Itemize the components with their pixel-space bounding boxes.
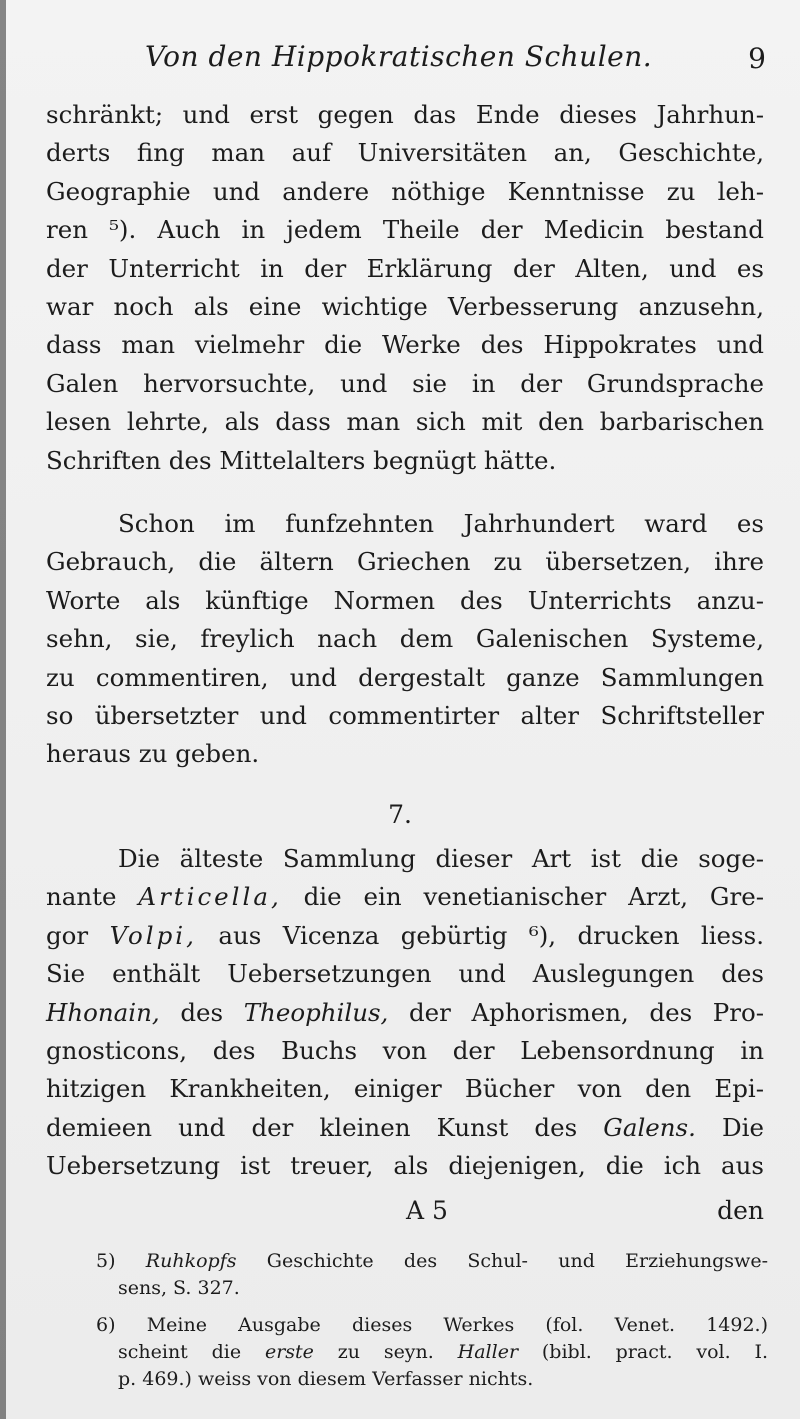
text-fragment: demieen und der kleinen Kunst des <box>46 1112 578 1142</box>
signature-mark: A 5 <box>406 1196 448 1225</box>
text-line <box>46 1109 764 1147</box>
author-name: Haller <box>457 1341 519 1363</box>
text-line <box>46 994 764 1032</box>
page-number: 9 <box>748 42 766 75</box>
text-line: Schon im funfzehnten Jahrhundert ward es <box>118 509 764 538</box>
running-head <box>0 36 800 80</box>
text-line: Gebrauch, die ältern Griechen zu übersetzen, ihre <box>46 547 764 577</box>
text-fragment: nante <box>46 882 117 912</box>
text-fragment: aus Vicenza gebürtig ⁶), drucken liess. <box>218 920 764 950</box>
text-line: Galen hervorsuchte, und sie in der Grundsprache <box>46 368 764 398</box>
footnote-5-line <box>96 1248 768 1275</box>
signature-row <box>46 1196 764 1234</box>
text-line: Uebersetzung ist treuer, als diejenigen, die ich aus <box>46 1151 764 1181</box>
footnote-6-line: p. 469.) weiss von diesem Verfasser nichts. <box>118 1368 534 1390</box>
paragraph-1 <box>46 96 764 480</box>
text-line: ren ⁵). Auch in jedem Theile der Medicin bestand <box>46 215 764 245</box>
text-fragment: Meine Ausgabe dieses Werkes (fol. Venet. 1492.) <box>146 1314 768 1336</box>
text-line: lesen lehrte, als dass man sich mit den barbarischen <box>46 407 764 437</box>
text-fragment: gor <box>46 920 89 950</box>
text-line: so übersetzter und commentirter alter Schriftsteller <box>46 700 764 730</box>
text-line: Schriften des Mittelalters begnügt hätte. <box>46 445 557 475</box>
text-fragment: der Aphorismen, des Pro- <box>408 997 765 1027</box>
emphasis: erste <box>264 1341 314 1363</box>
footnotes <box>96 1248 768 1393</box>
text-line <box>46 917 764 955</box>
catchword: den <box>717 1196 764 1225</box>
text-line: Geographie und andere nöthige Kenntnisse zu leh- <box>46 176 764 206</box>
text-line: dass man vielmehr die Werke des Hippokrates und <box>46 330 764 360</box>
footnote-marker: 5) <box>96 1250 116 1272</box>
text-fragment: die ein venetianischer Arzt, Gre- <box>303 882 764 912</box>
person-name-theophilus: Theophilus, <box>243 997 389 1027</box>
text-line: hitzigen Krankheiten, einiger Bücher von den Epi- <box>46 1074 764 1104</box>
text-fragment: des <box>180 997 224 1027</box>
text-line <box>46 878 764 916</box>
section-number: 7. <box>388 800 412 829</box>
running-title: Von den Hippokratischen Schulen. <box>145 40 653 73</box>
text-line: der Unterricht in der Erklärung der Alten, und es <box>46 253 764 283</box>
book-title-articella: Articella, <box>138 882 282 912</box>
text-fragment: zu seyn. <box>337 1341 434 1363</box>
person-name-hhonain: Hhonain, <box>46 997 160 1027</box>
text-line: gnosticons, des Buchs von der Lebensordnung in <box>46 1035 764 1065</box>
text-fragment: (bibl. pract. vol. I. <box>541 1341 768 1363</box>
paragraph-3 <box>46 840 764 1186</box>
text-line: war noch als eine wichtige Verbesserung anzusehn, <box>46 291 764 321</box>
text-line: heraus zu geben. <box>46 739 260 769</box>
text-fragment: Geschichte des Schul- und Erziehungswe- <box>266 1250 768 1272</box>
author-name: Ruhkopfs <box>145 1250 237 1272</box>
text-fragment: Die <box>722 1112 764 1142</box>
text-line: derts fing man auf Universitäten an, Geschichte, <box>46 138 764 168</box>
text-fragment: scheint die <box>118 1341 242 1363</box>
footnote-marker: 6) <box>96 1314 116 1336</box>
text-line: zu commentiren, und dergestalt ganze Sammlungen <box>46 662 764 692</box>
text-line: Worte als künftige Normen des Unterrichts anzu- <box>46 585 764 615</box>
text-line: Die älteste Sammlung dieser Art ist die soge- <box>118 844 764 873</box>
page-edge-shadow <box>0 0 6 1419</box>
footnote-6-line <box>96 1339 768 1366</box>
text-line: Sie enthält Uebersetzungen und Auslegungen des <box>46 959 764 989</box>
text-line: schränkt; und erst gegen das Ende dieses Jahrhun- <box>46 100 764 129</box>
text-line: sehn, sie, freylich nach dem Galenischen Systeme, <box>46 624 764 654</box>
person-name-galen: Galens. <box>603 1112 696 1142</box>
person-name-volpi: Volpi, <box>109 920 197 950</box>
footnote-6-line <box>96 1312 768 1339</box>
paragraph-2 <box>46 505 764 774</box>
footnote-5-line: sens, S. 327. <box>118 1277 240 1299</box>
